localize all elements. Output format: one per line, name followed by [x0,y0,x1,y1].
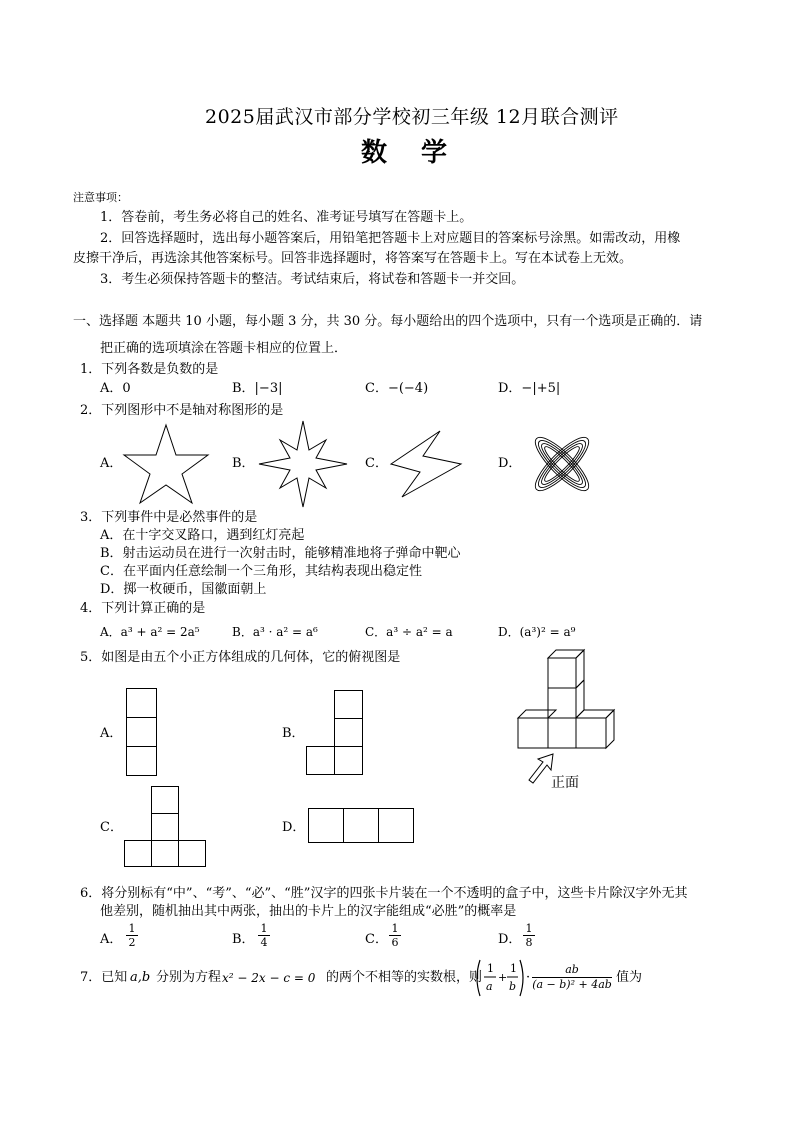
q7-reciprocal-sum [474,958,526,998]
subject-title: 数学 [361,138,482,168]
svg-text:b: b [509,980,517,993]
q7-stem-pre: 7．已知 [80,970,128,985]
q4-option-c: C．a³ ÷ a² = a [365,625,453,639]
section-heading: 一、选择题 本题共 10 小题，每小题 3 分，共 30 分。每小题给出的四个选项中，只有一个选项是正确的．请 [73,314,703,329]
q3-option-a: A．在十字交叉路口，遇到红灯亮起 [100,528,305,543]
q6-option-d-label: D． [498,932,522,947]
q6-option-c-fraction [389,922,401,949]
q6-c-denominator: 6 [391,936,399,949]
q4-option-d: D．(a³)² = a⁹ [498,625,576,639]
q6-a-denominator: 2 [128,936,136,949]
q6-stem-1: 6．将分别标有“中”、“考”、“必”、“胜”汉字的四张卡片装在一个不透明的盒子中，这些卡片除汉字外无其 [80,886,688,901]
q7-numerator: ab [532,963,612,978]
q1-option-d: D．−|+5| [498,381,561,396]
q6-option-a-label: A． [100,932,123,947]
q6-c-numerator: 1 [389,922,401,936]
q3-option-c: C．在平面内任意绘制一个三角形，其结构表现出稳定性 [100,564,422,579]
q3-stem: 3．下列事件中是必然事件的是 [80,510,258,525]
q2-stem: 2．下列图形中不是轴对称图形的是 [80,403,284,418]
q6-option-a-fraction [126,922,138,949]
q3-option-b: B．射击运动员在进行一次射击时，能够精准地将子弹命中靶心 [100,546,461,561]
q1-option-a: A．0 [100,381,131,396]
lightning-figure [390,430,462,498]
q2-option-a: A． [100,456,123,471]
four-point-star-figure [258,420,348,508]
q1-option-c: C．−(−4) [365,381,429,396]
five-point-star-figure [123,424,209,504]
q5-figure-d [308,808,416,844]
q7-vars: a,b [130,970,151,985]
q5-figure-c [124,786,208,868]
q7-stem-end: 值为 [616,970,643,985]
q6-option-d-fraction [523,922,535,949]
q6-d-denominator: 8 [525,936,533,949]
q5-option-d: D． [282,820,306,835]
q7-dot: · [526,970,531,985]
q1-option-b: B．|−3| [232,381,283,396]
q7-fraction [532,963,612,992]
q7-equation: x² − 2x − c = 0 [222,971,316,985]
q6-option-b-label: B． [232,932,255,947]
q5-option-c: C． [100,820,123,835]
q5-option-a: A． [100,726,123,741]
cube-solid-figure [514,648,618,752]
q7-denominator: (a − b)² + 4ab [532,978,612,991]
svg-text:1: 1 [487,962,494,975]
q7-stem-mid2: 的两个不相等的实数根，则 [326,970,483,985]
q3-option-d: D．掷一枚硬币，国徽面朝上 [100,582,267,597]
q6-a-numerator: 1 [126,922,138,936]
q7-stem-mid: 分别为方程 [156,970,222,985]
clover-loops-figure [522,426,602,502]
section-heading-cont: 把正确的选项填涂在答题卡相应的位置上． [100,341,348,356]
q6-stem-2: 他差别，随机抽出其中两张，抽出的卡片上的汉字能组成“必胜”的概率是 [100,904,517,919]
notice-item-2-cont: 皮擦干净后，再选涂其他答案标号。回答非选择题时，将答案写在答题卡上。写在本试卷上无效。 [73,251,633,266]
q4-option-b: B．a³ · a² = a⁶ [232,625,318,639]
front-label: 正面 [551,775,579,791]
q6-option-b-fraction [258,922,270,949]
svg-text:+: + [498,971,508,984]
q6-b-numerator: 1 [258,922,270,936]
q4-stem: 4．下列计算正确的是 [80,601,206,616]
q5-stem: 5．如图是由五个小正方体组成的几何体，它的俯视图是 [80,650,401,665]
q6-option-c-label: C． [365,932,388,947]
notice-item-3: 3．考生必须保持答题卡的整洁。考试结束后，将试卷和答题卡一并交回。 [100,272,525,287]
q1-stem: 1．下列各数是负数的是 [80,362,219,377]
q6-d-numerator: 1 [523,922,535,936]
svg-text:1: 1 [510,962,517,975]
q5-figure-b [306,690,364,776]
q5-option-b: B． [282,726,305,741]
q6-b-denominator: 4 [260,936,268,949]
q4-option-a: A．a³ + a² = 2a⁵ [100,625,200,639]
q2-option-d: D． [498,456,522,471]
q5-figure-a [126,688,158,778]
notice-heading: 注意事项： [73,191,128,204]
notice-item-2: 2．回答选择题时，选出每小题答案后，用铅笔把答题卡上对应题目的答案标号涂黑。如需改动，用橡 [100,231,681,246]
svg-text:a: a [486,980,493,993]
q2-option-c: C． [365,456,388,471]
notice-item-1: 1．答卷前，考生务必将自己的姓名、准考证号填写在答题卡上。 [100,210,473,225]
exam-title: 2025届武汉市部分学校初三年级 12月联合测评 [205,106,619,128]
q2-option-b: B． [232,456,255,471]
